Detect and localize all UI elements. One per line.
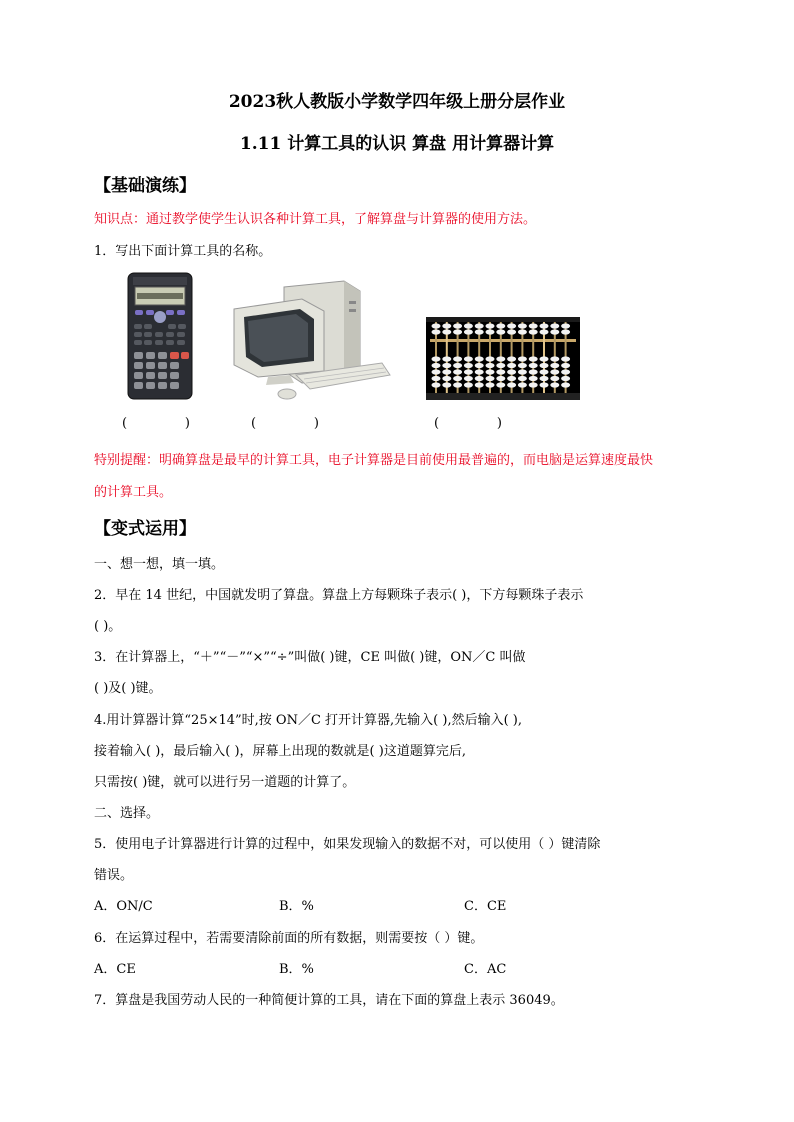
abacus-bead <box>432 329 441 334</box>
abacus-bead <box>540 363 549 368</box>
question-5-line-2: 错误。 <box>94 868 134 883</box>
document-title: 2023秋人教版小学数学四年级上册分层作业 <box>228 92 566 112</box>
abacus-bead <box>464 376 473 381</box>
abacus-bead <box>464 323 473 328</box>
abacus-bead <box>518 329 527 334</box>
abacus-bead <box>540 376 549 381</box>
abacus-bead <box>486 376 495 381</box>
lesson-title: 1.11 计算工具的认识 算盘 用计算器计算 <box>239 134 555 154</box>
abacus-bead <box>550 323 559 328</box>
abacus-bead <box>496 382 505 387</box>
abacus-bead <box>550 376 559 381</box>
abacus-bead <box>486 369 495 374</box>
question-7: 7．算盘是我国劳动人民的一种简便计算的工具，请在下面的算盘上表示 36049。 <box>94 993 564 1008</box>
abacus-bead <box>432 382 441 387</box>
abacus-bead <box>529 363 538 368</box>
question-4-line-1: 4.用计算器计算“25×14”时,按 ON／C 打开计算器,先输入( ),然后输入( ), <box>94 713 522 728</box>
abacus-bead <box>496 329 505 334</box>
abacus-bead <box>518 363 527 368</box>
question-4-line-2: 接着输入( )，最后输入( )，屏幕上出现的数就是( )这道题算完后, <box>94 744 466 759</box>
reminder-line-2: 的计算工具。 <box>94 485 173 500</box>
abacus-bead <box>507 329 516 334</box>
abacus-bead <box>550 363 559 368</box>
question-2-line-1: 2．早在 14 世纪，中国就发明了算盘。算盘上方每颗珠子表示( )，下方每颗珠子表示 <box>94 588 584 603</box>
abacus-bead <box>507 382 516 387</box>
abacus-bead <box>442 329 451 334</box>
abacus-bead <box>540 356 549 361</box>
answer-blank-abacus[interactable]: ( ) <box>434 416 502 431</box>
abacus-bead <box>453 329 462 334</box>
question-5-option-a[interactable]: A．ON/C <box>94 899 153 914</box>
abacus-bead <box>540 369 549 374</box>
answer-blank-computer[interactable]: ( ) <box>251 416 319 431</box>
abacus-bead <box>561 363 570 368</box>
abacus-bead <box>529 323 538 328</box>
question-5-option-c[interactable]: C．CE <box>464 899 507 914</box>
abacus-bead <box>561 382 570 387</box>
reminder-line-1: 特别提醒：明确算盘是最早的计算工具，电子计算器是目前使用最普遍的，而电脑是运算速度最快 <box>94 453 654 468</box>
abacus-bead <box>529 356 538 361</box>
abacus-bead <box>507 363 516 368</box>
abacus-bead <box>432 323 441 328</box>
question-4-line-3: 只需按( )键，就可以进行另一道题的计算了。 <box>94 775 356 790</box>
abacus-bead <box>496 363 505 368</box>
abacus-bead <box>518 356 527 361</box>
abacus-bead <box>550 369 559 374</box>
abacus-bead <box>507 369 516 374</box>
abacus-bead <box>529 369 538 374</box>
abacus-bead <box>453 369 462 374</box>
abacus-bead <box>475 323 484 328</box>
abacus-bead <box>464 363 473 368</box>
abacus-bead <box>442 363 451 368</box>
section-variant-heading: 【变式运用】 <box>94 519 196 539</box>
abacus-bead <box>475 356 484 361</box>
abacus-bead <box>442 382 451 387</box>
abacus-bead <box>464 356 473 361</box>
abacus-bead <box>442 356 451 361</box>
abacus-bead <box>453 376 462 381</box>
abacus-bead <box>475 382 484 387</box>
abacus-bead <box>496 356 505 361</box>
abacus-bead <box>561 356 570 361</box>
abacus-bead <box>486 382 495 387</box>
abacus-bead <box>432 369 441 374</box>
abacus-bead <box>550 329 559 334</box>
abacus-bead <box>464 382 473 387</box>
section-basic-heading: 【基础演练】 <box>94 176 196 196</box>
abacus-bead <box>442 323 451 328</box>
abacus-bead <box>561 329 570 334</box>
question-3-line-1: 3．在计算器上，“＋”“－”“×”“÷”叫做( )键，CE 叫做( )键，ON／C 叫做 <box>94 650 526 665</box>
abacus-image <box>426 317 580 400</box>
abacus-bead <box>496 323 505 328</box>
abacus-bead <box>529 382 538 387</box>
abacus-bead <box>518 369 527 374</box>
knowledge-point: 知识点：通过教学使学生认识各种计算工具，了解算盘与计算器的使用方法。 <box>94 212 537 227</box>
abacus-bead <box>496 376 505 381</box>
calculator-image <box>127 272 193 400</box>
abacus-bead <box>518 376 527 381</box>
abacus-bead <box>561 376 570 381</box>
question-5-option-b[interactable]: B．% <box>279 899 314 914</box>
answer-blank-calculator[interactable]: ( ) <box>122 416 190 431</box>
abacus-bead <box>475 369 484 374</box>
question-3-line-2: ( )及( )键。 <box>94 681 162 696</box>
abacus-bead <box>475 329 484 334</box>
abacus-bead <box>475 376 484 381</box>
abacus-bead <box>507 356 516 361</box>
abacus-bead <box>496 369 505 374</box>
abacus-bead <box>486 356 495 361</box>
question-1: 1．写出下面计算工具的名称。 <box>94 244 272 259</box>
abacus-bead <box>540 329 549 334</box>
question-2-line-2: ( )。 <box>94 619 122 634</box>
abacus-bead <box>561 323 570 328</box>
abacus-bead <box>486 323 495 328</box>
abacus-bead <box>518 323 527 328</box>
part-1-heading: 一、想一想，填一填。 <box>94 557 225 572</box>
abacus-bead <box>453 382 462 387</box>
question-6-option-c[interactable]: C．AC <box>464 962 507 977</box>
abacus-bead <box>432 363 441 368</box>
abacus-bead <box>432 376 441 381</box>
question-5-line-1: 5．使用电子计算器进行计算的过程中，如果发现输入的数据不对，可以使用（ ）键清除 <box>94 837 601 852</box>
abacus-bead <box>486 329 495 334</box>
abacus-bead <box>529 376 538 381</box>
abacus-bead <box>442 369 451 374</box>
abacus-bead <box>442 376 451 381</box>
abacus-bead <box>486 363 495 368</box>
abacus-bead <box>518 382 527 387</box>
abacus-bead <box>453 363 462 368</box>
abacus-bead <box>540 382 549 387</box>
abacus-bead <box>529 329 538 334</box>
abacus-bead <box>475 363 484 368</box>
abacus-bead <box>453 323 462 328</box>
question-6-option-a[interactable]: A．CE <box>94 962 136 977</box>
question-6: 6．在运算过程中，若需要清除前面的所有数据，则需要按（ ）键。 <box>94 931 484 946</box>
computer-image <box>232 279 392 403</box>
abacus-bead <box>464 369 473 374</box>
abacus-bead <box>507 323 516 328</box>
part-2-heading: 二、选择。 <box>94 806 160 821</box>
abacus-bead <box>453 356 462 361</box>
abacus-bead <box>561 369 570 374</box>
question-6-option-b[interactable]: B．% <box>279 962 314 977</box>
abacus-bead <box>550 382 559 387</box>
abacus-bead <box>540 323 549 328</box>
abacus-bead <box>507 376 516 381</box>
abacus-bead <box>464 329 473 334</box>
abacus-bead <box>432 356 441 361</box>
abacus-bead <box>550 356 559 361</box>
